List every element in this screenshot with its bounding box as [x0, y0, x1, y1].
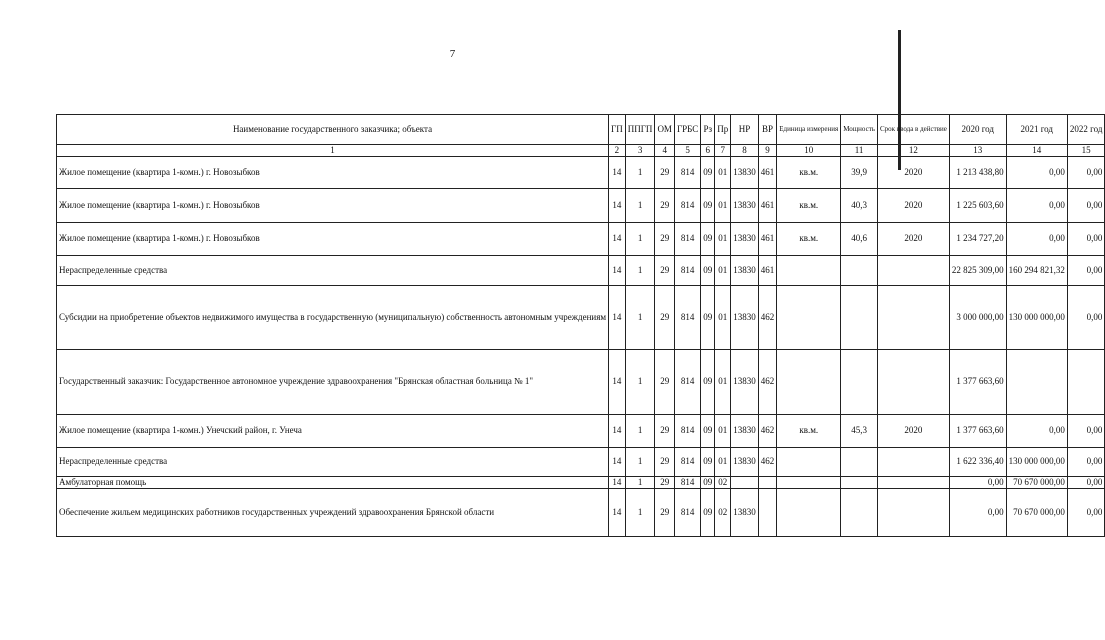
table-cell-pr: 01 [715, 349, 731, 414]
table-cell-y2020: 3 000 000,00 [949, 285, 1006, 349]
column-number-cell: 5 [674, 145, 700, 157]
table-cell-y2020: 0,00 [949, 488, 1006, 536]
table-row [57, 156, 1105, 188]
table-cell-ppgp: 1 [625, 349, 655, 414]
column-number-cell: 8 [731, 145, 759, 157]
header-cell: 2020 год [949, 115, 1006, 145]
header-cell: Рз [701, 115, 715, 145]
table-row [57, 447, 1105, 476]
table-cell-grbs: 814 [674, 476, 700, 488]
table-cell-y2022: 0,00 [1067, 285, 1105, 349]
table-cell-term: 2020 [877, 414, 949, 447]
table-cell-capacity: 40,3 [841, 188, 878, 222]
table-cell-om: 29 [655, 285, 675, 349]
table-row [57, 414, 1105, 447]
table-cell-term: 2020 [877, 188, 949, 222]
table-row [57, 488, 1105, 536]
table-cell-term [877, 285, 949, 349]
table-cell-name: Жилое помещение (квартира 1-комн.) г. Новозыбков [57, 222, 609, 255]
header-cell: Пр [715, 115, 731, 145]
table-cell-pr: 02 [715, 488, 731, 536]
header-cell: Срок ввода в действие [877, 115, 949, 145]
table-cell-y2021: 0,00 [1006, 156, 1067, 188]
table-cell-grbs: 814 [674, 349, 700, 414]
table-cell-y2022: 0,00 [1067, 476, 1105, 488]
table-cell-unit [777, 285, 841, 349]
column-number-row [57, 145, 1105, 157]
table-cell-capacity [841, 349, 878, 414]
table-cell-ppgp: 1 [625, 414, 655, 447]
table-cell-nr: 13830 [731, 447, 759, 476]
table-cell-unit [777, 447, 841, 476]
table-row [57, 285, 1105, 349]
table-cell-vr: 462 [758, 349, 777, 414]
table-cell-gp: 14 [609, 188, 626, 222]
table-cell-nr [731, 476, 759, 488]
table-cell-name: Нераспределенные средства [57, 447, 609, 476]
column-number-cell: 9 [758, 145, 777, 157]
table-cell-vr: 461 [758, 222, 777, 255]
table-cell-vr [758, 488, 777, 536]
table-cell-y2022: 0,00 [1067, 156, 1105, 188]
table-cell-pr: 01 [715, 156, 731, 188]
table-cell-rz: 09 [701, 156, 715, 188]
table-cell-pr: 01 [715, 188, 731, 222]
table-cell-ppgp: 1 [625, 255, 655, 285]
table-cell-om: 29 [655, 476, 675, 488]
table-cell-vr: 462 [758, 447, 777, 476]
table-cell-name: Субсидии на приобретение объектов недвижимого имущества в государственную (муниципальную) собственность автономным учреждениям [57, 285, 609, 349]
table-cell-y2021: 0,00 [1006, 188, 1067, 222]
column-number-cell: 6 [701, 145, 715, 157]
table-cell-name: Обеспечение жильем медицинских работников государственных учреждений здравоохранения Брянской области [57, 488, 609, 536]
table-cell-ppgp: 1 [625, 222, 655, 255]
table-cell-ppgp: 1 [625, 285, 655, 349]
column-number-cell: 1 [57, 145, 609, 157]
table-cell-ppgp: 1 [625, 447, 655, 476]
table-cell-rz: 09 [701, 285, 715, 349]
table-cell-nr: 13830 [731, 285, 759, 349]
table-cell-name: Государственный заказчик: Государственное автономное учреждение здравоохранения "Брянская областная больница № 1" [57, 349, 609, 414]
column-number-cell: 4 [655, 145, 675, 157]
table-row [57, 349, 1105, 414]
table-cell-capacity [841, 488, 878, 536]
column-number-cell: 15 [1067, 145, 1105, 157]
table-cell-y2021: 130 000 000,00 [1006, 447, 1067, 476]
table-cell-y2020: 1 225 603,60 [949, 188, 1006, 222]
column-number-cell: 2 [609, 145, 626, 157]
table-cell-y2021: 70 670 000,00 [1006, 476, 1067, 488]
table-cell-unit [777, 349, 841, 414]
header-row [57, 115, 1105, 145]
table-cell-gp: 14 [609, 285, 626, 349]
table-cell-rz: 09 [701, 476, 715, 488]
table-cell-name: Жилое помещение (квартира 1-комн.) г. Новозыбков [57, 188, 609, 222]
table-cell-pr: 02 [715, 476, 731, 488]
table-cell-y2021 [1006, 349, 1067, 414]
header-cell: ВР [758, 115, 777, 145]
column-number-cell: 3 [625, 145, 655, 157]
table-cell-y2020: 1 234 727,20 [949, 222, 1006, 255]
table-cell-nr: 13830 [731, 156, 759, 188]
table-cell-gp: 14 [609, 222, 626, 255]
table-cell-gp: 14 [609, 349, 626, 414]
header-cell: ППГП [625, 115, 655, 145]
table-cell-ppgp: 1 [625, 476, 655, 488]
table-cell-y2021: 0,00 [1006, 414, 1067, 447]
column-number-cell: 13 [949, 145, 1006, 157]
table-cell-grbs: 814 [674, 414, 700, 447]
table-cell-y2020: 1 622 336,40 [949, 447, 1006, 476]
table-row [57, 476, 1105, 488]
table-cell-term [877, 349, 949, 414]
page-number: 7 [449, 48, 456, 60]
table-cell-unit: кв.м. [777, 222, 841, 255]
header-cell: 2022 год [1067, 115, 1105, 145]
table-cell-y2020: 1 213 438,80 [949, 156, 1006, 188]
table-cell-om: 29 [655, 349, 675, 414]
table-cell-vr: 462 [758, 285, 777, 349]
table-cell-grbs: 814 [674, 255, 700, 285]
column-number-cell: 10 [777, 145, 841, 157]
table-cell-capacity: 39,9 [841, 156, 878, 188]
table-cell-om: 29 [655, 488, 675, 536]
header-cell: Единица измерения [777, 115, 841, 145]
table-cell-unit [777, 476, 841, 488]
header-cell: ГРБС [674, 115, 700, 145]
column-number-cell: 7 [715, 145, 731, 157]
table-cell-grbs: 814 [674, 188, 700, 222]
table-cell-pr: 01 [715, 255, 731, 285]
table-cell-y2022: 0,00 [1067, 414, 1105, 447]
table-cell-rz: 09 [701, 188, 715, 222]
table-cell-pr: 01 [715, 414, 731, 447]
table-cell-y2020: 1 377 663,60 [949, 414, 1006, 447]
table-cell-unit: кв.м. [777, 414, 841, 447]
table-cell-rz: 09 [701, 222, 715, 255]
table-cell-gp: 14 [609, 255, 626, 285]
table-cell-grbs: 814 [674, 447, 700, 476]
table-cell-name: Жилое помещение (квартира 1-комн.) г. Новозыбков [57, 156, 609, 188]
table-cell-y2021: 130 000 000,00 [1006, 285, 1067, 349]
table-cell-ppgp: 1 [625, 488, 655, 536]
table-cell-term: 2020 [877, 156, 949, 188]
table-cell-ppgp: 1 [625, 188, 655, 222]
table-cell-om: 29 [655, 414, 675, 447]
table-cell-term [877, 447, 949, 476]
table-cell-y2022: 0,00 [1067, 222, 1105, 255]
table-cell-vr: 461 [758, 188, 777, 222]
table-cell-rz: 09 [701, 488, 715, 536]
table-cell-gp: 14 [609, 414, 626, 447]
table-cell-pr: 01 [715, 222, 731, 255]
table-row [57, 222, 1105, 255]
table-row [57, 255, 1105, 285]
table-cell-pr: 01 [715, 447, 731, 476]
table-cell-y2022: 0,00 [1067, 447, 1105, 476]
table-cell-name: Жилое помещение (квартира 1-комн.) Унечский район, г. Унеча [57, 414, 609, 447]
header-cell: Наименование государственного заказчика; объекта [57, 115, 609, 145]
table-cell-grbs: 814 [674, 222, 700, 255]
table-cell-y2020: 22 825 309,00 [949, 255, 1006, 285]
column-number-cell: 14 [1006, 145, 1067, 157]
column-number-cell: 11 [841, 145, 878, 157]
table-cell-unit: кв.м. [777, 156, 841, 188]
header-cell: 2021 год [1006, 115, 1067, 145]
table-cell-unit [777, 488, 841, 536]
header-cell: НР [731, 115, 759, 145]
budget-table [56, 114, 1105, 537]
table-cell-y2020: 0,00 [949, 476, 1006, 488]
table-row [57, 188, 1105, 222]
table-cell-capacity [841, 285, 878, 349]
table-cell-y2021: 0,00 [1006, 222, 1067, 255]
table-cell-nr: 13830 [731, 414, 759, 447]
table-cell-y2022: 0,00 [1067, 255, 1105, 285]
table-cell-capacity [841, 476, 878, 488]
table-cell-y2022: 0,00 [1067, 188, 1105, 222]
table-cell-term [877, 255, 949, 285]
table-cell-vr: 462 [758, 414, 777, 447]
table-cell-term [877, 476, 949, 488]
table-cell-vr [758, 476, 777, 488]
table-cell-vr: 461 [758, 255, 777, 285]
table-cell-unit [777, 255, 841, 285]
table-cell-y2022 [1067, 349, 1105, 414]
table-cell-y2020: 1 377 663,60 [949, 349, 1006, 414]
table-cell-vr: 461 [758, 156, 777, 188]
table-cell-om: 29 [655, 188, 675, 222]
table-cell-term [877, 488, 949, 536]
table-cell-om: 29 [655, 447, 675, 476]
table-cell-om: 29 [655, 255, 675, 285]
table-cell-name: Амбулаторная помощь [57, 476, 609, 488]
table-cell-nr: 13830 [731, 222, 759, 255]
table-cell-capacity [841, 255, 878, 285]
table-cell-nr: 13830 [731, 349, 759, 414]
table-cell-capacity: 45,3 [841, 414, 878, 447]
table-cell-rz: 09 [701, 255, 715, 285]
table-cell-capacity: 40,6 [841, 222, 878, 255]
table-cell-name: Нераспределенные средства [57, 255, 609, 285]
table-cell-ppgp: 1 [625, 156, 655, 188]
header-cell: ОМ [655, 115, 675, 145]
table-cell-y2021: 160 294 821,32 [1006, 255, 1067, 285]
table-cell-rz: 09 [701, 349, 715, 414]
table-cell-om: 29 [655, 156, 675, 188]
table-cell-y2022: 0,00 [1067, 488, 1105, 536]
header-cell: ГП [609, 115, 626, 145]
table-cell-nr: 13830 [731, 188, 759, 222]
table-cell-rz: 09 [701, 447, 715, 476]
table-cell-gp: 14 [609, 476, 626, 488]
table-cell-om: 29 [655, 222, 675, 255]
header-cell: Мощность [841, 115, 878, 145]
table-cell-gp: 14 [609, 488, 626, 536]
table-cell-grbs: 814 [674, 285, 700, 349]
table-cell-nr: 13830 [731, 255, 759, 285]
table-cell-grbs: 814 [674, 156, 700, 188]
table-cell-rz: 09 [701, 414, 715, 447]
table-cell-pr: 01 [715, 285, 731, 349]
table-cell-gp: 14 [609, 447, 626, 476]
table-cell-unit: кв.м. [777, 188, 841, 222]
table-cell-y2021: 70 670 000,00 [1006, 488, 1067, 536]
column-number-cell: 12 [877, 145, 949, 157]
table-cell-capacity [841, 447, 878, 476]
table-cell-grbs: 814 [674, 488, 700, 536]
table-cell-nr: 13830 [731, 488, 759, 536]
table-cell-term: 2020 [877, 222, 949, 255]
table-cell-gp: 14 [609, 156, 626, 188]
